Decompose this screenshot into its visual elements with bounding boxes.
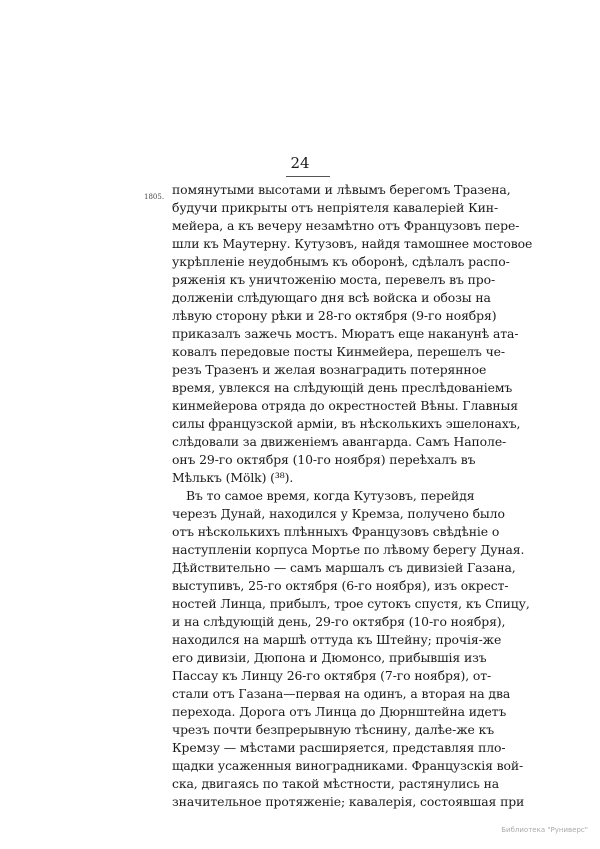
text-line: силы французской арміи, въ нѣсколькихъ эшелонахъ,: [172, 416, 521, 431]
text-line: приказалъ зажечь мостъ. Мюратъ еще наканунѣ ата-: [172, 326, 519, 341]
text-line: его дивизіи, Дюпона и Дюмонсо, прибывшія изъ: [172, 650, 487, 665]
text-line: долженіи слѣдующаго дня всѣ войска и обозы на: [172, 290, 491, 305]
text-line: Мѣлькъ (Mölk) (³⁸).: [172, 470, 294, 485]
text-line: ряженія къ уничтоженію моста, перевелъ въ про-: [172, 272, 496, 287]
text-line: время, увлекся на слѣдующій день преслѣдованіемъ: [172, 380, 513, 395]
text-line: мейера, а къ вечеру незамѣтно отъ Французовъ пере-: [172, 218, 520, 233]
text-line: и на слѣдующій день, 29-го октября (10-го ноября),: [172, 614, 506, 629]
text-line: стали отъ Газана—первая на одинъ, а вторая на два: [172, 686, 511, 701]
text-line: лѣвую сторону рѣки и 28-го октября (9-го ноября): [172, 308, 497, 323]
text-line: черезъ Дунай, находился у Кремза, получено было: [172, 506, 505, 521]
text-line: находился на маршѣ оттуда къ Штейну; прочія-же: [172, 632, 502, 647]
margin-year: 1805.: [144, 193, 165, 201]
text-line: резъ Тразенъ и желая вознаградить потерянное: [172, 362, 487, 377]
text-line: щадки усаженныя виноградниками. Французскія вой-: [172, 758, 524, 773]
text-line: ковалъ передовые посты Кинмейера, перешелъ че-: [172, 344, 506, 359]
text-line: онъ 29-го октября (10-го ноября) переѣхалъ въ: [172, 452, 476, 467]
text-line: ностей Линца, прибылъ, трое сутокъ спустя, къ Спицу,: [172, 596, 530, 611]
text-line: будучи прикрыты отъ непріятеля кавалеріей Кин-: [172, 200, 499, 215]
text-line: наступленіи корпуса Мортье по лѣвому берегу Дуная.: [172, 542, 525, 557]
text-line: значительное протяженіе; кавалерія, состоявшая при: [172, 794, 525, 809]
text-line: укрѣпленіе неудобнымъ къ оборонѣ, сдѣлалъ распо-: [172, 254, 510, 269]
text-line: слѣдовали за движеніемъ авангарда. Самъ Наполе-: [172, 434, 507, 449]
text-line: чрезъ почти безпрерывную тѣснину, далѣе-же къ: [172, 722, 495, 737]
page-number: 24: [290, 154, 310, 172]
text-line: ска, двигаясь по такой мѣстности, растянулись на: [172, 776, 500, 791]
text-line: выступивъ, 25-го октября (6-го ноября), изъ окрест-: [172, 578, 509, 593]
body-text: [172, 181, 533, 811]
text-line: Въ то самое время, когда Кутузовъ, перейдя: [186, 488, 475, 503]
text-line: кинмейерова отряда до окрестностей Вѣны. Главныя: [172, 398, 519, 413]
library-watermark: Библиотека "Руниверс": [501, 826, 588, 834]
text-line: помянутыми высотами и лѣвымъ берегомъ Тразена,: [172, 182, 511, 197]
text-line: отъ нѣсколькихъ плѣнныхъ Французовъ свѣдѣніе о: [172, 524, 500, 539]
text-line: Пассау къ Линцу 26-го октября (7-го ноября), от-: [172, 668, 492, 683]
page-number-rule: [286, 176, 330, 177]
text-line: перехода. Дорога отъ Линца до Дюрнштейна идетъ: [172, 704, 507, 719]
text-line: Дѣйствительно — самъ маршалъ съ дивизіей Газана,: [172, 560, 516, 575]
text-line: шли къ Маутерну. Кутузовъ, найдя тамошнее мостовое: [172, 236, 533, 251]
text-line: Кремзу — мѣстами расширяется, представляя пло-: [172, 740, 506, 755]
